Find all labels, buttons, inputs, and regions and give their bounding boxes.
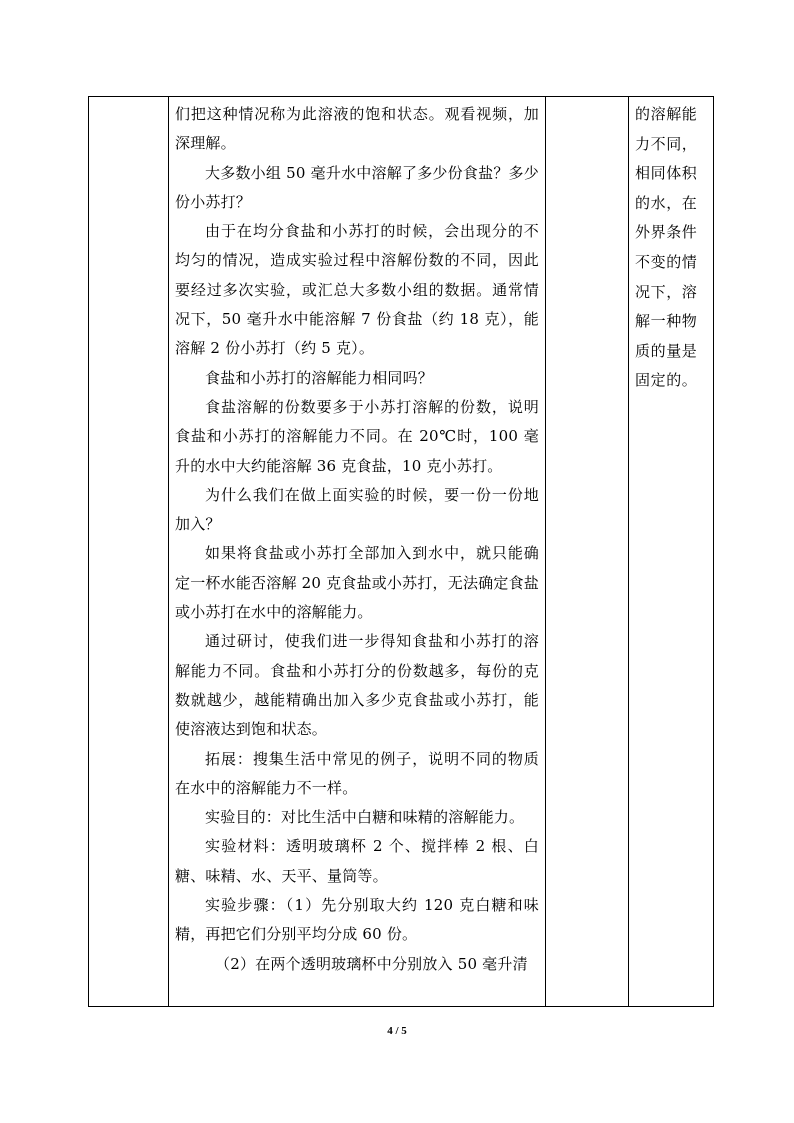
teaching-process-cell [169, 97, 546, 1007]
paragraph: 通过研讨，使我们进一步得知食盐和小苏打的溶解能力不同。食盐和小苏打分的份数越多，每份的克数就越少，越能精确出加入多少克食盐或小苏打，能使溶液达到饱和状态。 [175, 632, 539, 739]
paragraph: 为什么我们在做上面实验的时候，要一份一份地加入？ [175, 485, 539, 534]
paragraph: 实验步骤：（1）先分别取大约 120 克白糖和味精，再把它们分别平均分成 60 份。 [175, 896, 539, 944]
side-note: 的溶解能力不同，相同体积的水，在外界条件不变的情况下，溶解一种物质的量是固定的。 [635, 105, 698, 390]
paragraph: 拓展：搜集生活中常见的例子，说明不同的物质在水中的溶解能力不一样。 [175, 749, 539, 797]
empty-cell-left [89, 97, 169, 1007]
table-row [89, 97, 714, 1007]
lesson-plan-table [88, 96, 714, 1007]
paragraph: 们把这种情况称为此溶液的饱和状态。观看视频，加深理解。 [175, 105, 539, 153]
paragraph: 实验目的：对比生活中白糖和味精的溶解能力。 [205, 808, 525, 827]
paragraph: 如果将食盐或小苏打全部加入到水中，就只能确定一杯水能否溶解 20 克食盐或小苏打，无法确定食盐或小苏打在水中的溶解能力。 [175, 544, 539, 622]
paragraph: 实验材料：透明玻璃杯 2 个、搅拌棒 2 根、白糖、味精、水、天平、量筒等。 [175, 837, 539, 885]
paragraph: 大多数小组 50 毫升水中溶解了多少份食盐？多少份小苏打？ [175, 163, 539, 211]
page-number: 4 / 5 [387, 1025, 407, 1037]
teaching-content [169, 97, 545, 979]
paragraph: 食盐溶解的份数要多于小苏打溶解的份数，说明食盐和小苏打的溶解能力不同。在 20℃时，100 毫升的水中大约能溶解 36 克食盐，10 克小苏打。 [175, 397, 539, 475]
paragraph: （2）在两个透明玻璃杯中分别放入 50 毫升清 [215, 954, 528, 973]
design-intent-cell [629, 97, 714, 1007]
paragraph: 由于在均分食盐和小苏打的时候，会出现分的不均匀的情况，造成实验过程中溶解份数的不同，因此要经过多次实验，或汇总大多数小组的数据。通常情况下，50 毫升水中能溶解 7 份食盐（约 18 克），能溶解 2 份小苏打（约 5 克）。 [175, 222, 539, 358]
empty-cell-activity [546, 97, 629, 1007]
paragraph: 食盐和小苏打的溶解能力相同吗？ [205, 368, 434, 387]
